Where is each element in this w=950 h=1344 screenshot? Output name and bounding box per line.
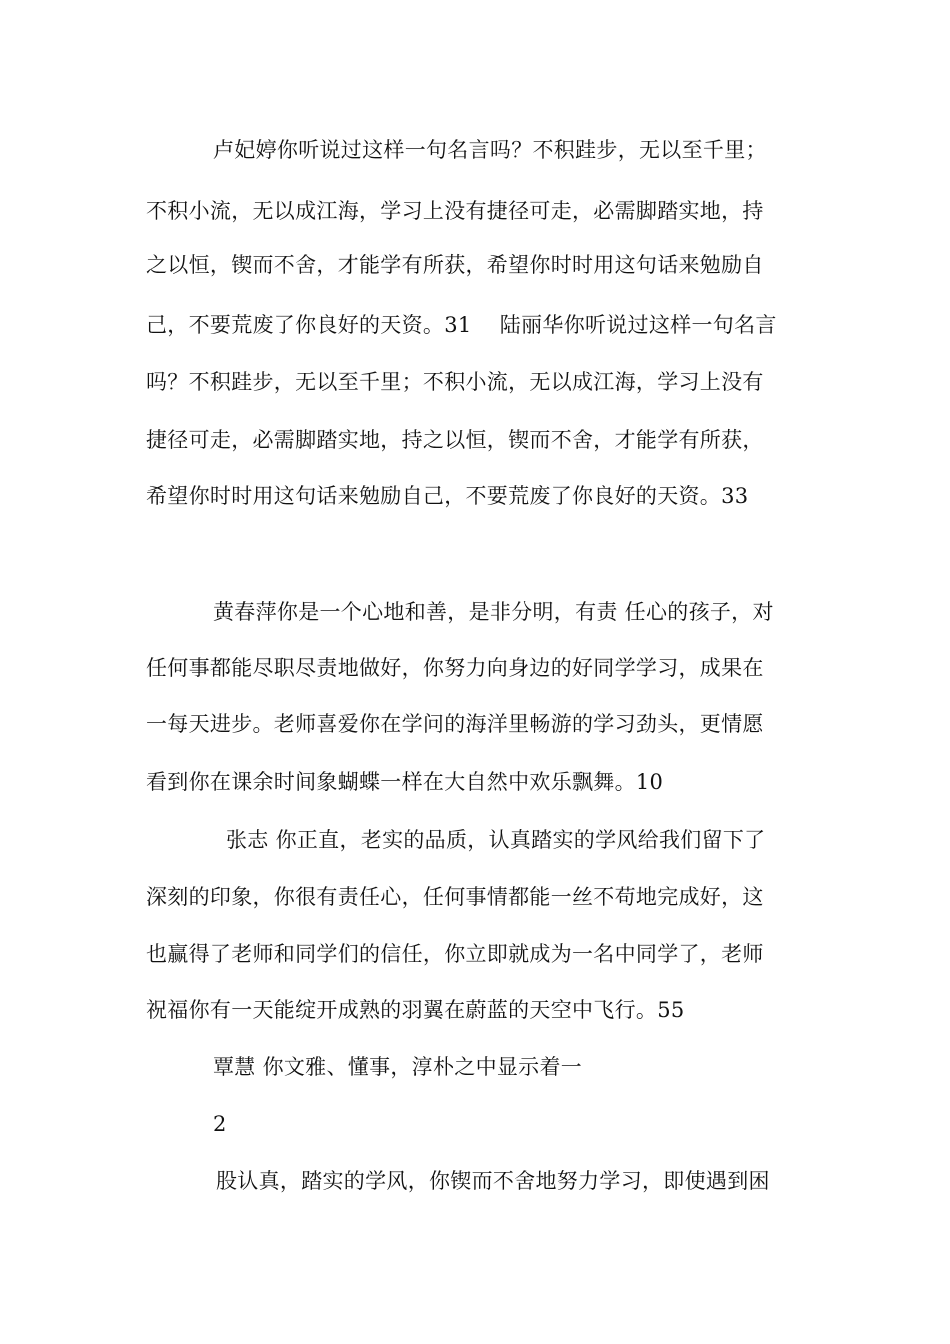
text-line: 看到你在课余时间象蝴蝶一样在大自然中欢乐飘舞。10 bbox=[146, 770, 664, 794]
text-line: 深刻的印象，你很有责任心，任何事情都能一丝不苟地完成好，这 bbox=[146, 885, 764, 909]
text-line: 捷径可走，必需脚踏实地，持之以恒，锲而不舍，才能学有所获， bbox=[146, 428, 764, 452]
text-line: 吗？不积跬步，无以至千里；不积小流，无以成江海，学习上没有 bbox=[146, 370, 764, 394]
text-line: 股认真，踏实的学风，你锲而不舍地努力学习，即使遇到困 bbox=[216, 1169, 770, 1193]
text-line: 张志 你正直，老实的品质，认真踏实的学风给我们留下了 bbox=[226, 828, 766, 852]
text-line: 覃慧 你文雅、懂事，淳朴之中显示着一 bbox=[213, 1055, 583, 1079]
text-line: 黄春萍你是一个心地和善，是非分明，有责 任心的孩子，对 bbox=[213, 600, 774, 624]
text-line: 希望你时时用这句话来勉励自己，不要荒废了你良好的天资。33 bbox=[146, 484, 749, 508]
text-line: 祝福你有一天能绽开成熟的羽翼在蔚蓝的天空中飞行。55 bbox=[146, 998, 685, 1022]
text-line: 也赢得了老师和同学们的信任，你立即就成为一名中同学了，老师 bbox=[146, 942, 764, 966]
text-line: 己，不要荒废了你良好的天资。31 陆丽华你听说过这样一句名言 bbox=[146, 313, 777, 337]
text-line: 任何事都能尽职尽责地做好，你努力向身边的好同学学习，成果在 bbox=[146, 656, 764, 680]
text-line: 卢妃婷你听说过这样一句名言吗？不积跬步，无以至千里； bbox=[213, 138, 767, 162]
text-line: 一每天进步。老师喜爱你在学问的海洋里畅游的学习劲头，更情愿 bbox=[146, 712, 764, 736]
page-number: 2 bbox=[213, 1112, 227, 1136]
text-line: 不积小流，无以成江海，学习上没有捷径可走，必需脚踏实地，持 bbox=[146, 199, 764, 223]
text-line: 之以恒，锲而不舍，才能学有所获，希望你时时用这句话来勉励自 bbox=[146, 253, 764, 277]
